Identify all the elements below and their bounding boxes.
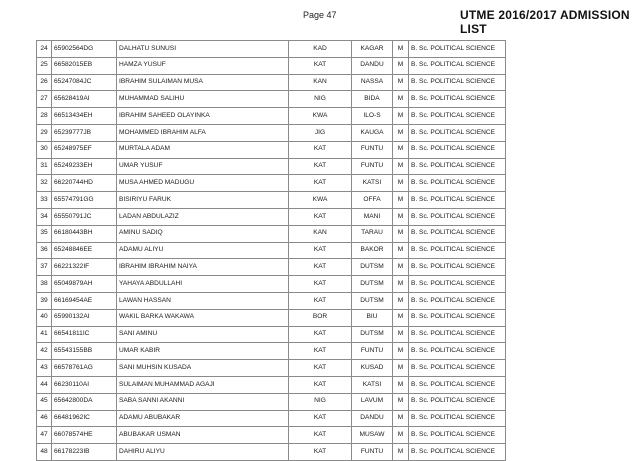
course-cell: B. Sc. POLITICAL SCIENCE	[409, 57, 506, 74]
registration-number-cell: 65247084JC	[52, 74, 117, 91]
serial-number-cell: 27	[37, 91, 52, 108]
table-row	[37, 124, 506, 141]
course-cell: B. Sc. POLITICAL SCIENCE	[409, 259, 506, 276]
lga-cell: MUSAW	[352, 427, 393, 444]
lga-cell: FUNTU	[352, 343, 393, 360]
sex-cell: M	[393, 74, 409, 91]
registration-number-cell: 66513434EH	[52, 108, 117, 125]
course-cell: B. Sc. POLITICAL SCIENCE	[409, 410, 506, 427]
lga-cell: FUNTU	[352, 141, 393, 158]
course-cell: B. Sc. POLITICAL SCIENCE	[409, 326, 506, 343]
lga-cell: NASSA	[352, 74, 393, 91]
candidate-name-cell: ABUBAKAR USMAN	[117, 427, 289, 444]
sex-cell: M	[393, 175, 409, 192]
candidate-name-cell: IBRAHIM SULAIMAN MUSA	[117, 74, 289, 91]
course-cell: B. Sc. POLITICAL SCIENCE	[409, 276, 506, 293]
table-row	[37, 192, 506, 209]
sex-cell: M	[393, 242, 409, 259]
lga-cell: TARAU	[352, 225, 393, 242]
sex-cell: M	[393, 124, 409, 141]
state-cell: KAD	[289, 41, 352, 58]
state-cell: KAT	[289, 276, 352, 293]
candidate-name-cell: WAKIL BARKA WAKAWA	[117, 309, 289, 326]
sex-cell: M	[393, 427, 409, 444]
registration-number-cell: 65642800DA	[52, 393, 117, 410]
table-row	[37, 276, 506, 293]
course-cell: B. Sc. POLITICAL SCIENCE	[409, 427, 506, 444]
sex-cell: M	[393, 410, 409, 427]
candidate-name-cell: DAHIRU ALIYU	[117, 444, 289, 461]
serial-number-cell: 25	[37, 57, 52, 74]
table-row	[37, 343, 506, 360]
sex-cell: M	[393, 444, 409, 461]
state-cell: KWA	[289, 108, 352, 125]
table-row	[37, 91, 506, 108]
table-row	[37, 259, 506, 276]
registration-number-cell: 65248975EF	[52, 141, 117, 158]
lga-cell: DANDU	[352, 57, 393, 74]
table-row	[37, 158, 506, 175]
sex-cell: M	[393, 376, 409, 393]
serial-number-cell: 48	[37, 444, 52, 461]
serial-number-cell: 37	[37, 259, 52, 276]
page-number: Page 47	[303, 10, 337, 20]
sex-cell: M	[393, 208, 409, 225]
state-cell: KAT	[289, 343, 352, 360]
course-cell: B. Sc. POLITICAL SCIENCE	[409, 225, 506, 242]
table-row	[37, 175, 506, 192]
lga-cell: DUTSM	[352, 292, 393, 309]
course-cell: B. Sc. POLITICAL SCIENCE	[409, 91, 506, 108]
candidate-name-cell: DALHATU SUNUSI	[117, 41, 289, 58]
course-cell: B. Sc. POLITICAL SCIENCE	[409, 208, 506, 225]
serial-number-cell: 30	[37, 141, 52, 158]
state-cell: KAT	[289, 158, 352, 175]
sex-cell: M	[393, 57, 409, 74]
sex-cell: M	[393, 225, 409, 242]
course-cell: B. Sc. POLITICAL SCIENCE	[409, 192, 506, 209]
state-cell: KWA	[289, 192, 352, 209]
course-cell: B. Sc. POLITICAL SCIENCE	[409, 393, 506, 410]
candidate-name-cell: LADAN ABDULAZIZ	[117, 208, 289, 225]
state-cell: KAN	[289, 225, 352, 242]
registration-number-cell: 65239777JB	[52, 124, 117, 141]
serial-number-cell: 41	[37, 326, 52, 343]
table-row	[37, 141, 506, 158]
serial-number-cell: 35	[37, 225, 52, 242]
table-row	[37, 444, 506, 461]
sex-cell: M	[393, 108, 409, 125]
sex-cell: M	[393, 158, 409, 175]
serial-number-cell: 40	[37, 309, 52, 326]
sex-cell: M	[393, 276, 409, 293]
admission-table-body	[37, 41, 506, 461]
course-cell: B. Sc. POLITICAL SCIENCE	[409, 175, 506, 192]
registration-number-cell: 65574791GG	[52, 192, 117, 209]
lga-cell: BAKOR	[352, 242, 393, 259]
candidate-name-cell: MURTALA ADAM	[117, 141, 289, 158]
state-cell: KAT	[289, 410, 352, 427]
state-cell: JIG	[289, 124, 352, 141]
serial-number-cell: 39	[37, 292, 52, 309]
course-cell: B. Sc. POLITICAL SCIENCE	[409, 124, 506, 141]
course-cell: B. Sc. POLITICAL SCIENCE	[409, 108, 506, 125]
registration-number-cell: 65543155BB	[52, 343, 117, 360]
candidate-name-cell: SABA SANNI AKANNI	[117, 393, 289, 410]
serial-number-cell: 29	[37, 124, 52, 141]
course-cell: B. Sc. POLITICAL SCIENCE	[409, 292, 506, 309]
state-cell: KAT	[289, 259, 352, 276]
registration-number-cell: 66541811IC	[52, 326, 117, 343]
candidate-name-cell: UMAR YUSUF	[117, 158, 289, 175]
serial-number-cell: 44	[37, 376, 52, 393]
table-row	[37, 208, 506, 225]
serial-number-cell: 28	[37, 108, 52, 125]
course-cell: B. Sc. POLITICAL SCIENCE	[409, 242, 506, 259]
lga-cell: DANDU	[352, 410, 393, 427]
candidate-name-cell: AMINU SADIQ	[117, 225, 289, 242]
candidate-name-cell: LAWAN HASSAN	[117, 292, 289, 309]
state-cell: KAT	[289, 326, 352, 343]
course-cell: B. Sc. POLITICAL SCIENCE	[409, 41, 506, 58]
state-cell: KAT	[289, 292, 352, 309]
serial-number-cell: 36	[37, 242, 52, 259]
serial-number-cell: 43	[37, 360, 52, 377]
sex-cell: M	[393, 309, 409, 326]
serial-number-cell: 31	[37, 158, 52, 175]
table-row	[37, 326, 506, 343]
table-row	[37, 393, 506, 410]
registration-number-cell: 65248846EE	[52, 242, 117, 259]
serial-number-cell: 24	[37, 41, 52, 58]
course-cell: B. Sc. POLITICAL SCIENCE	[409, 141, 506, 158]
lga-cell: KATSI	[352, 376, 393, 393]
lga-cell: DUTSM	[352, 276, 393, 293]
serial-number-cell: 26	[37, 74, 52, 91]
lga-cell: BIU	[352, 309, 393, 326]
lga-cell: KUSAD	[352, 360, 393, 377]
state-cell: BOR	[289, 309, 352, 326]
registration-number-cell: 65249233EH	[52, 158, 117, 175]
table-row	[37, 360, 506, 377]
sex-cell: M	[393, 192, 409, 209]
sex-cell: M	[393, 393, 409, 410]
lga-cell: OFFA	[352, 192, 393, 209]
lga-cell: KATSI	[352, 175, 393, 192]
sex-cell: M	[393, 259, 409, 276]
registration-number-cell: 66481962IC	[52, 410, 117, 427]
sex-cell: M	[393, 41, 409, 58]
candidate-name-cell: MUSA AHMED MADUGU	[117, 175, 289, 192]
course-cell: B. Sc. POLITICAL SCIENCE	[409, 309, 506, 326]
registration-number-cell: 66221322IF	[52, 259, 117, 276]
registration-number-cell: 66230110AI	[52, 376, 117, 393]
candidate-name-cell: SULAIMAN MUHAMMAD AGAJI	[117, 376, 289, 393]
registration-number-cell: 66582015EB	[52, 57, 117, 74]
candidate-name-cell: BISIRIYU FARUK	[117, 192, 289, 209]
table-row	[37, 225, 506, 242]
candidate-name-cell: IBRAHIM IBRAHIM NAIYA	[117, 259, 289, 276]
serial-number-cell: 45	[37, 393, 52, 410]
document-title: UTME 2016/2017 ADMISSION LIST	[460, 8, 630, 36]
admission-table	[36, 40, 506, 461]
lga-cell: BIDA	[352, 91, 393, 108]
course-cell: B. Sc. POLITICAL SCIENCE	[409, 376, 506, 393]
course-cell: B. Sc. POLITICAL SCIENCE	[409, 360, 506, 377]
table-row	[37, 242, 506, 259]
registration-number-cell: 66178223IB	[52, 444, 117, 461]
course-cell: B. Sc. POLITICAL SCIENCE	[409, 74, 506, 91]
state-cell: KAT	[289, 427, 352, 444]
registration-number-cell: 65628419AI	[52, 91, 117, 108]
candidate-name-cell: ADAMU ALIYU	[117, 242, 289, 259]
lga-cell: KAGAR	[352, 41, 393, 58]
serial-number-cell: 47	[37, 427, 52, 444]
registration-number-cell: 65049879AH	[52, 276, 117, 293]
state-cell: KAT	[289, 376, 352, 393]
lga-cell: DUTSM	[352, 259, 393, 276]
candidate-name-cell: IBRAHIM SAHEED OLAYINKA	[117, 108, 289, 125]
candidate-name-cell: SANI MUHSIN KUSADA	[117, 360, 289, 377]
table-row	[37, 376, 506, 393]
candidate-name-cell: MOHAMMED IBRAHIM ALFA	[117, 124, 289, 141]
sex-cell: M	[393, 343, 409, 360]
lga-cell: ILO-S	[352, 108, 393, 125]
registration-number-cell: 66169454AE	[52, 292, 117, 309]
course-cell: B. Sc. POLITICAL SCIENCE	[409, 343, 506, 360]
table-row	[37, 108, 506, 125]
registration-number-cell: 66078574HE	[52, 427, 117, 444]
lga-cell: MANI	[352, 208, 393, 225]
table-row	[37, 41, 506, 58]
candidate-name-cell: ADAMU ABUBAKAR	[117, 410, 289, 427]
state-cell: NIG	[289, 91, 352, 108]
serial-number-cell: 34	[37, 208, 52, 225]
state-cell: KAT	[289, 57, 352, 74]
serial-number-cell: 42	[37, 343, 52, 360]
registration-number-cell: 66180443BH	[52, 225, 117, 242]
sex-cell: M	[393, 141, 409, 158]
registration-number-cell: 65550791JC	[52, 208, 117, 225]
table-row	[37, 74, 506, 91]
candidate-name-cell: MUHAMMAD SALIHU	[117, 91, 289, 108]
state-cell: KAN	[289, 74, 352, 91]
table-row	[37, 292, 506, 309]
table-row	[37, 427, 506, 444]
serial-number-cell: 33	[37, 192, 52, 209]
table-row	[37, 57, 506, 74]
lga-cell: KAUGA	[352, 124, 393, 141]
registration-number-cell: 65902564DG	[52, 41, 117, 58]
serial-number-cell: 46	[37, 410, 52, 427]
sex-cell: M	[393, 91, 409, 108]
table-row	[37, 410, 506, 427]
lga-cell: FUNTU	[352, 444, 393, 461]
course-cell: B. Sc. POLITICAL SCIENCE	[409, 444, 506, 461]
candidate-name-cell: HAMZA YUSUF	[117, 57, 289, 74]
sex-cell: M	[393, 360, 409, 377]
state-cell: NIG	[289, 393, 352, 410]
registration-number-cell: 66220744HD	[52, 175, 117, 192]
state-cell: KAT	[289, 141, 352, 158]
sex-cell: M	[393, 292, 409, 309]
sex-cell: M	[393, 326, 409, 343]
registration-number-cell: 66578761AG	[52, 360, 117, 377]
state-cell: KAT	[289, 444, 352, 461]
state-cell: KAT	[289, 360, 352, 377]
candidate-name-cell: SANI AMINU	[117, 326, 289, 343]
candidate-name-cell: YAHAYA ABDULLAHI	[117, 276, 289, 293]
lga-cell: DUTSM	[352, 326, 393, 343]
registration-number-cell: 65990132AI	[52, 309, 117, 326]
lga-cell: FUNTU	[352, 158, 393, 175]
lga-cell: LAVUM	[352, 393, 393, 410]
course-cell: B. Sc. POLITICAL SCIENCE	[409, 158, 506, 175]
serial-number-cell: 38	[37, 276, 52, 293]
state-cell: KAT	[289, 242, 352, 259]
state-cell: KAT	[289, 175, 352, 192]
serial-number-cell: 32	[37, 175, 52, 192]
state-cell: KAT	[289, 208, 352, 225]
candidate-name-cell: UMAR KABIR	[117, 343, 289, 360]
table-row	[37, 309, 506, 326]
